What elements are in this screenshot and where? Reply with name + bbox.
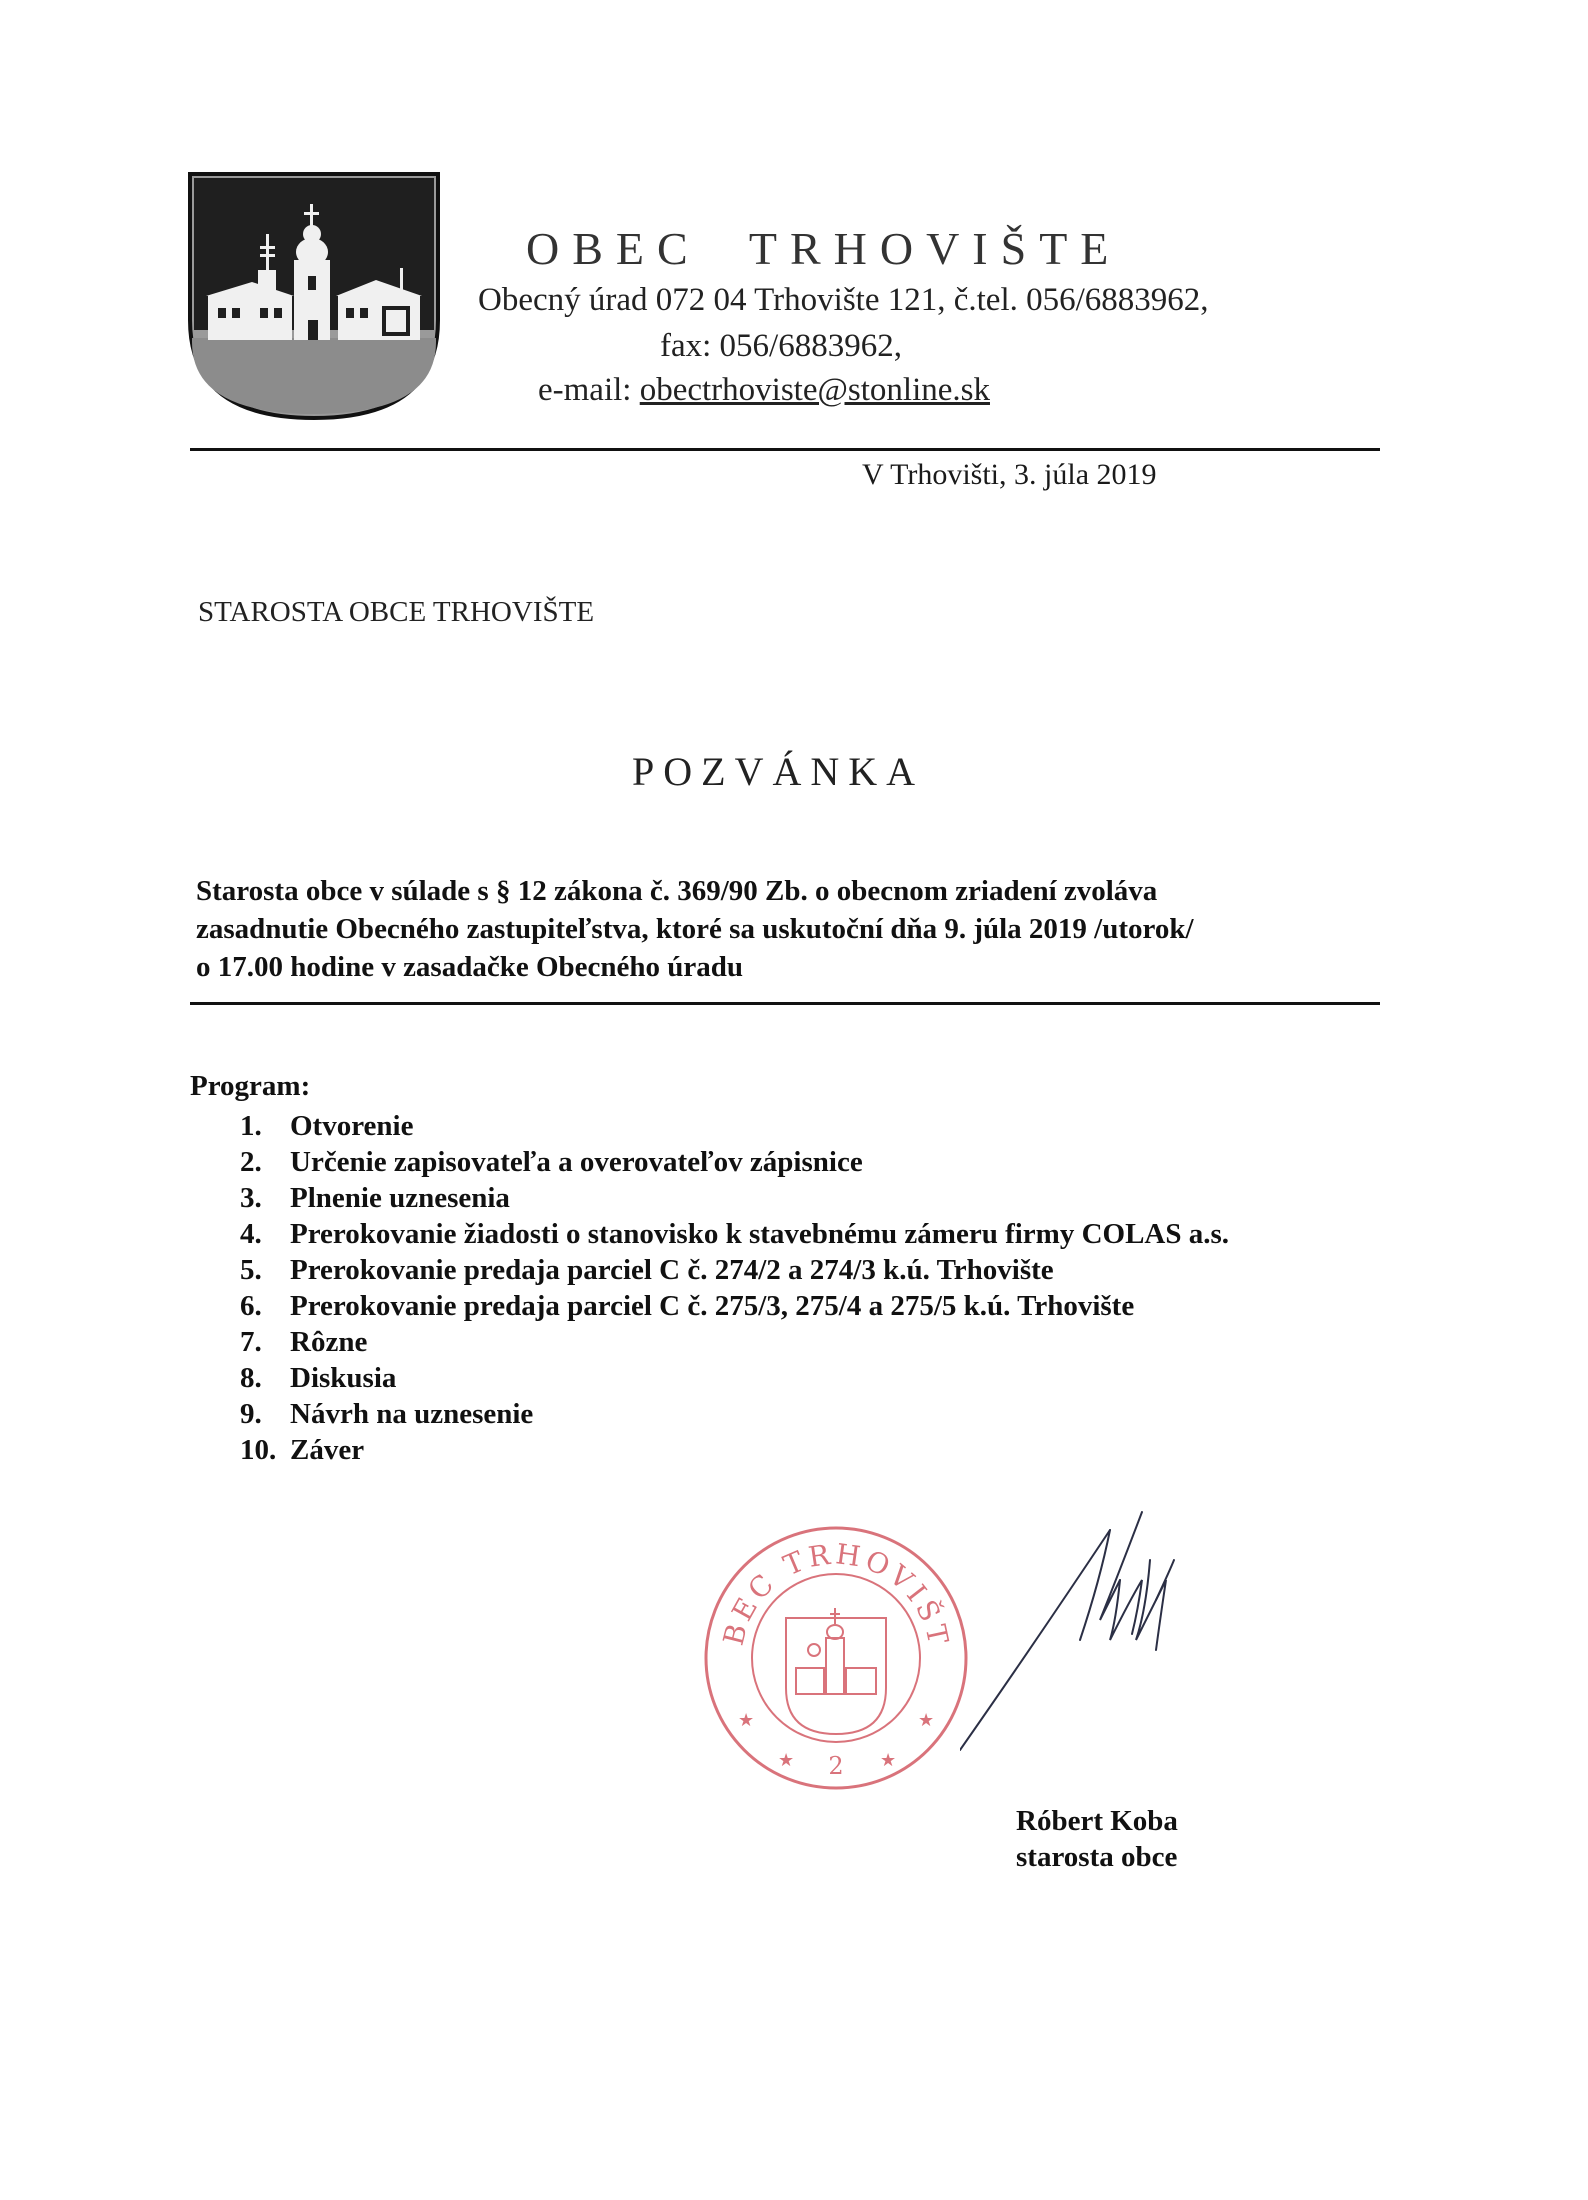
item-text: Prerokovanie žiadosti o stanovisko k stavebnému zámeru firmy COLAS a.s.: [290, 1218, 1230, 1250]
item-text: Rôzne: [290, 1326, 368, 1358]
item-number: 5.: [240, 1254, 262, 1286]
document-title: POZVÁNKA: [632, 749, 924, 794]
email-label: e-mail:: [538, 372, 640, 408]
item-number: 6.: [240, 1290, 262, 1322]
official-stamp-icon: [700, 1522, 972, 1794]
municipality-name: OBEC TRHOVIŠTE: [526, 223, 1122, 274]
intro-divider: [190, 1002, 1380, 1005]
item-number: 10.: [240, 1434, 277, 1466]
list-item: [240, 1396, 1229, 1432]
signer-name: Róbert Koba: [1016, 1805, 1178, 1837]
signer-block: [1016, 1803, 1178, 1875]
svg-text:★: ★: [738, 1710, 755, 1730]
stamp-number: 2: [828, 1752, 844, 1780]
svg-text:★: ★: [918, 1710, 935, 1730]
intro-paragraph: [196, 872, 1396, 986]
item-text: Prerokovanie predaja parciel C č. 274/2 a 274/3 k.ú. Trhovište: [290, 1254, 1054, 1286]
list-item: [240, 1180, 1229, 1216]
svg-text:★: ★: [778, 1750, 795, 1770]
item-number: 2.: [240, 1146, 262, 1178]
item-text: Návrh na uznesenie: [290, 1398, 534, 1430]
intro-line: zasadnutie Obecného zastupiteľstva, ktoré sa uskutoční dňa 9. júla 2019 /utorok/: [196, 913, 1194, 945]
item-text: Určenie zapisovateľa a overovateľov zápisnice: [290, 1146, 863, 1178]
item-number: 8.: [240, 1362, 262, 1394]
intro-line: Starosta obce v súlade s § 12 zákona č. 369/90 Zb. o obecnom zriadení zvoláva: [196, 875, 1158, 907]
item-number: 1.: [240, 1110, 262, 1142]
list-item: [240, 1360, 1229, 1396]
item-number: 7.: [240, 1326, 262, 1358]
intro-line: o 17.00 hodine v zasadačke Obecného úradu: [196, 951, 744, 983]
list-item: [240, 1144, 1229, 1180]
signer-title: starosta obce: [1016, 1841, 1178, 1873]
list-item: [240, 1324, 1229, 1360]
email-link[interactable]: obectrhoviste@stonline.sk: [639, 372, 990, 408]
list-item: [240, 1216, 1229, 1252]
item-text: Plnenie uznesenia: [290, 1182, 510, 1214]
village-crest-icon: [186, 170, 442, 422]
item-number: 3.: [240, 1182, 262, 1214]
item-text: Otvorenie: [290, 1110, 414, 1142]
fax-line: fax: 056/6883962,: [660, 328, 902, 364]
item-text: Prerokovanie predaja parciel C č. 275/3, 275/4 a 275/5 k.ú. Trhovište: [290, 1290, 1135, 1322]
list-item: [240, 1288, 1229, 1324]
stamp-text: BEC TRHOVIŠT: [716, 1537, 956, 1651]
list-item: [240, 1252, 1229, 1288]
item-number: 9.: [240, 1398, 262, 1430]
item-text: Záver: [290, 1434, 365, 1466]
item-text: Diskusia: [290, 1362, 397, 1394]
signature-icon: [960, 1510, 1220, 1760]
list-item: [240, 1432, 1229, 1468]
program-label: Program:: [190, 1070, 311, 1102]
list-item: [240, 1108, 1229, 1144]
mayor-heading: STAROSTA OBCE TRHOVIŠTE: [198, 596, 595, 628]
email-line: [538, 374, 990, 407]
office-address: Obecný úrad 072 04 Trhovište 121, č.tel. 056/6883962,: [478, 282, 1209, 318]
date-line: V Trhovišti, 3. júla 2019: [862, 458, 1157, 491]
header-divider: [190, 448, 1380, 451]
svg-text:★: ★: [880, 1750, 897, 1770]
program-list: [240, 1108, 1229, 1468]
item-number: 4.: [240, 1218, 262, 1250]
